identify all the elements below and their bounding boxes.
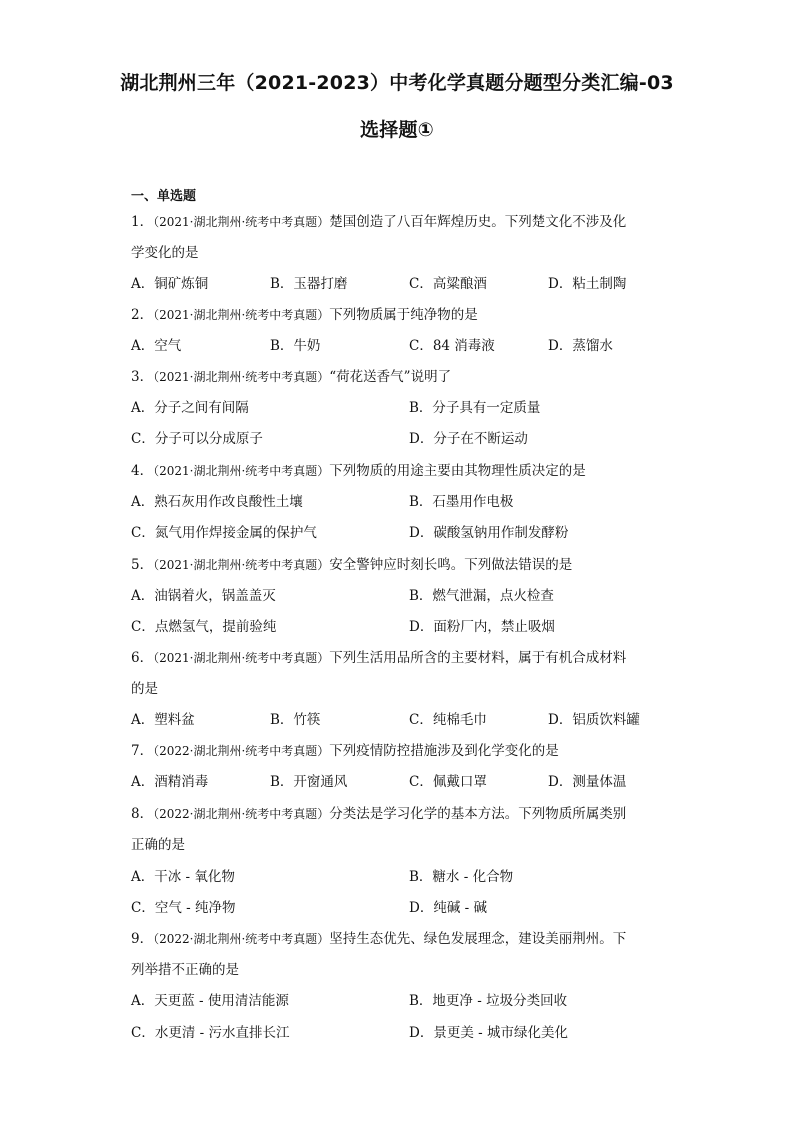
question-text: 安全警钟应时刻长鸣。下列做法错误的是 bbox=[329, 557, 573, 573]
question-text: 下列疫情防控措施涉及到化学变化的是 bbox=[329, 743, 559, 759]
question-7-stem bbox=[131, 741, 671, 761]
option-b: B．糖水 - 化合物 bbox=[409, 869, 514, 885]
question-text: 下列生活用品所含的主要材料，属于有机合成材料 bbox=[329, 650, 627, 666]
option-a: A．干冰 - 氧化物 bbox=[131, 869, 235, 885]
option-d: D．面粉厂内，禁止吸烟 bbox=[409, 619, 555, 635]
question-6-stem-cont: 的是 bbox=[131, 681, 158, 697]
question-number: 5． bbox=[131, 557, 154, 573]
question-1-stem-cont: 学变化的是 bbox=[131, 245, 199, 261]
question-source: （2021·湖北荆州·统考中考真题） bbox=[153, 651, 330, 665]
question-source: （2021·湖北荆州·统考中考真题） bbox=[153, 464, 330, 478]
question-source: （2022·湖北荆州·统考中考真题） bbox=[153, 744, 330, 758]
question-7-options bbox=[131, 772, 671, 792]
question-text: 分类法是学习化学的基本方法。下列物质所属类别 bbox=[329, 806, 627, 822]
option-c: C．高粱酿酒 bbox=[409, 276, 487, 292]
option-c: C．分子可以分成原子 bbox=[131, 431, 263, 447]
question-source: （2021·湖北荆州·统考中考真题） bbox=[153, 308, 330, 322]
question-4-options-row2 bbox=[131, 523, 671, 543]
question-3-options-row1 bbox=[131, 398, 671, 418]
option-b: B．分子具有一定质量 bbox=[409, 400, 541, 416]
option-d: D．铝质饮料罐 bbox=[548, 712, 640, 728]
question-text: 坚持生态优先、绿色发展理念，建设美丽荆州。下 bbox=[329, 931, 627, 947]
option-a: A．油锅着火，锅盖盖灭 bbox=[131, 588, 276, 604]
option-b: B．玉器打磨 bbox=[270, 276, 348, 292]
option-b: B．牛奶 bbox=[270, 338, 321, 354]
option-a: A．分子之间有间隔 bbox=[131, 400, 249, 416]
question-5-stem bbox=[131, 555, 671, 575]
question-number: 6． bbox=[131, 650, 154, 666]
question-5-options-row2 bbox=[131, 617, 671, 637]
question-source: （2022·湖北荆州·统考中考真题） bbox=[153, 807, 330, 821]
question-text: 楚国创造了八百年辉煌历史。下列楚文化不涉及化 bbox=[329, 214, 627, 230]
question-number: 9． bbox=[131, 931, 154, 947]
question-3-stem bbox=[131, 367, 671, 387]
question-source: （2021·湖北荆州·统考中考真题） bbox=[153, 370, 330, 384]
section-heading: 一、单选题 bbox=[131, 189, 197, 204]
document-title-line2: 选择题① bbox=[360, 119, 434, 141]
option-b: B．石墨用作电极 bbox=[409, 494, 514, 510]
question-1-options bbox=[131, 274, 671, 294]
question-source: （2021·湖北荆州·统考中考真题） bbox=[153, 215, 330, 229]
option-d: D．碳酸氢钠用作制发酵粉 bbox=[409, 525, 569, 541]
question-9-stem bbox=[131, 929, 671, 949]
question-9-options-row1 bbox=[131, 991, 671, 1011]
question-text: “荷花送香气”说明了 bbox=[329, 369, 452, 385]
question-number: 4． bbox=[131, 463, 154, 479]
option-a: A．天更蓝 - 使用清洁能源 bbox=[131, 993, 289, 1009]
question-4-stem bbox=[131, 461, 671, 481]
option-a: A．熟石灰用作改良酸性土壤 bbox=[131, 494, 303, 510]
option-c: C．84 消毒液 bbox=[409, 338, 495, 354]
option-a: A．塑料盆 bbox=[131, 712, 195, 728]
option-c: C．空气 - 纯净物 bbox=[131, 900, 236, 916]
question-number: 8． bbox=[131, 806, 154, 822]
question-source: （2022·湖北荆州·统考中考真题） bbox=[153, 932, 330, 946]
question-8-stem-cont: 正确的是 bbox=[131, 837, 185, 853]
question-number: 3． bbox=[131, 369, 154, 385]
option-a: A．酒精消毒 bbox=[131, 774, 209, 790]
question-9-options-row2 bbox=[131, 1023, 671, 1043]
option-a: A．铜矿炼铜 bbox=[131, 276, 209, 292]
option-b: B．竹筷 bbox=[270, 712, 321, 728]
question-6-options bbox=[131, 710, 671, 730]
option-b: B．开窗通风 bbox=[270, 774, 348, 790]
question-1-stem bbox=[131, 212, 671, 232]
option-b: B．地更净 - 垃圾分类回收 bbox=[409, 993, 568, 1009]
question-number: 1． bbox=[131, 214, 154, 230]
option-d: D．蒸馏水 bbox=[548, 338, 613, 354]
question-2-options bbox=[131, 336, 671, 356]
question-8-options-row2 bbox=[131, 898, 671, 918]
question-8-stem bbox=[131, 804, 671, 824]
question-number: 7． bbox=[131, 743, 154, 759]
option-d: D．纯碱 - 碱 bbox=[409, 900, 487, 916]
option-b: B．燃气泄漏，点火检查 bbox=[409, 588, 554, 604]
option-c: C．氮气用作焊接金属的保护气 bbox=[131, 525, 317, 541]
question-source: （2021·湖北荆州·统考中考真题） bbox=[153, 558, 330, 572]
question-3-options-row2 bbox=[131, 429, 671, 449]
option-c: C．点燃氢气，提前验纯 bbox=[131, 619, 277, 635]
option-c: C．佩戴口罩 bbox=[409, 774, 487, 790]
option-d: D．分子在不断运动 bbox=[409, 431, 528, 447]
document-title-line1: 湖北荆州三年（2021-2023）中考化学真题分题型分类汇编-03 bbox=[120, 72, 674, 94]
option-d: D．测量体温 bbox=[548, 774, 627, 790]
question-5-options-row1 bbox=[131, 586, 671, 606]
option-a: A．空气 bbox=[131, 338, 182, 354]
question-text: 下列物质属于纯净物的是 bbox=[329, 307, 478, 323]
question-8-options-row1 bbox=[131, 867, 671, 887]
question-number: 2． bbox=[131, 307, 154, 323]
question-6-stem bbox=[131, 648, 671, 668]
question-9-stem-cont: 列举措不正确的是 bbox=[131, 962, 239, 978]
question-text: 下列物质的用途主要由其物理性质决定的是 bbox=[329, 463, 586, 479]
question-4-options-row1 bbox=[131, 492, 671, 512]
option-c: C．水更清 - 污水直排长江 bbox=[131, 1025, 290, 1041]
option-d: D．景更美 - 城市绿化美化 bbox=[409, 1025, 568, 1041]
option-d: D．粘土制陶 bbox=[548, 276, 627, 292]
question-2-stem bbox=[131, 305, 671, 325]
option-c: C．纯棉毛巾 bbox=[409, 712, 487, 728]
